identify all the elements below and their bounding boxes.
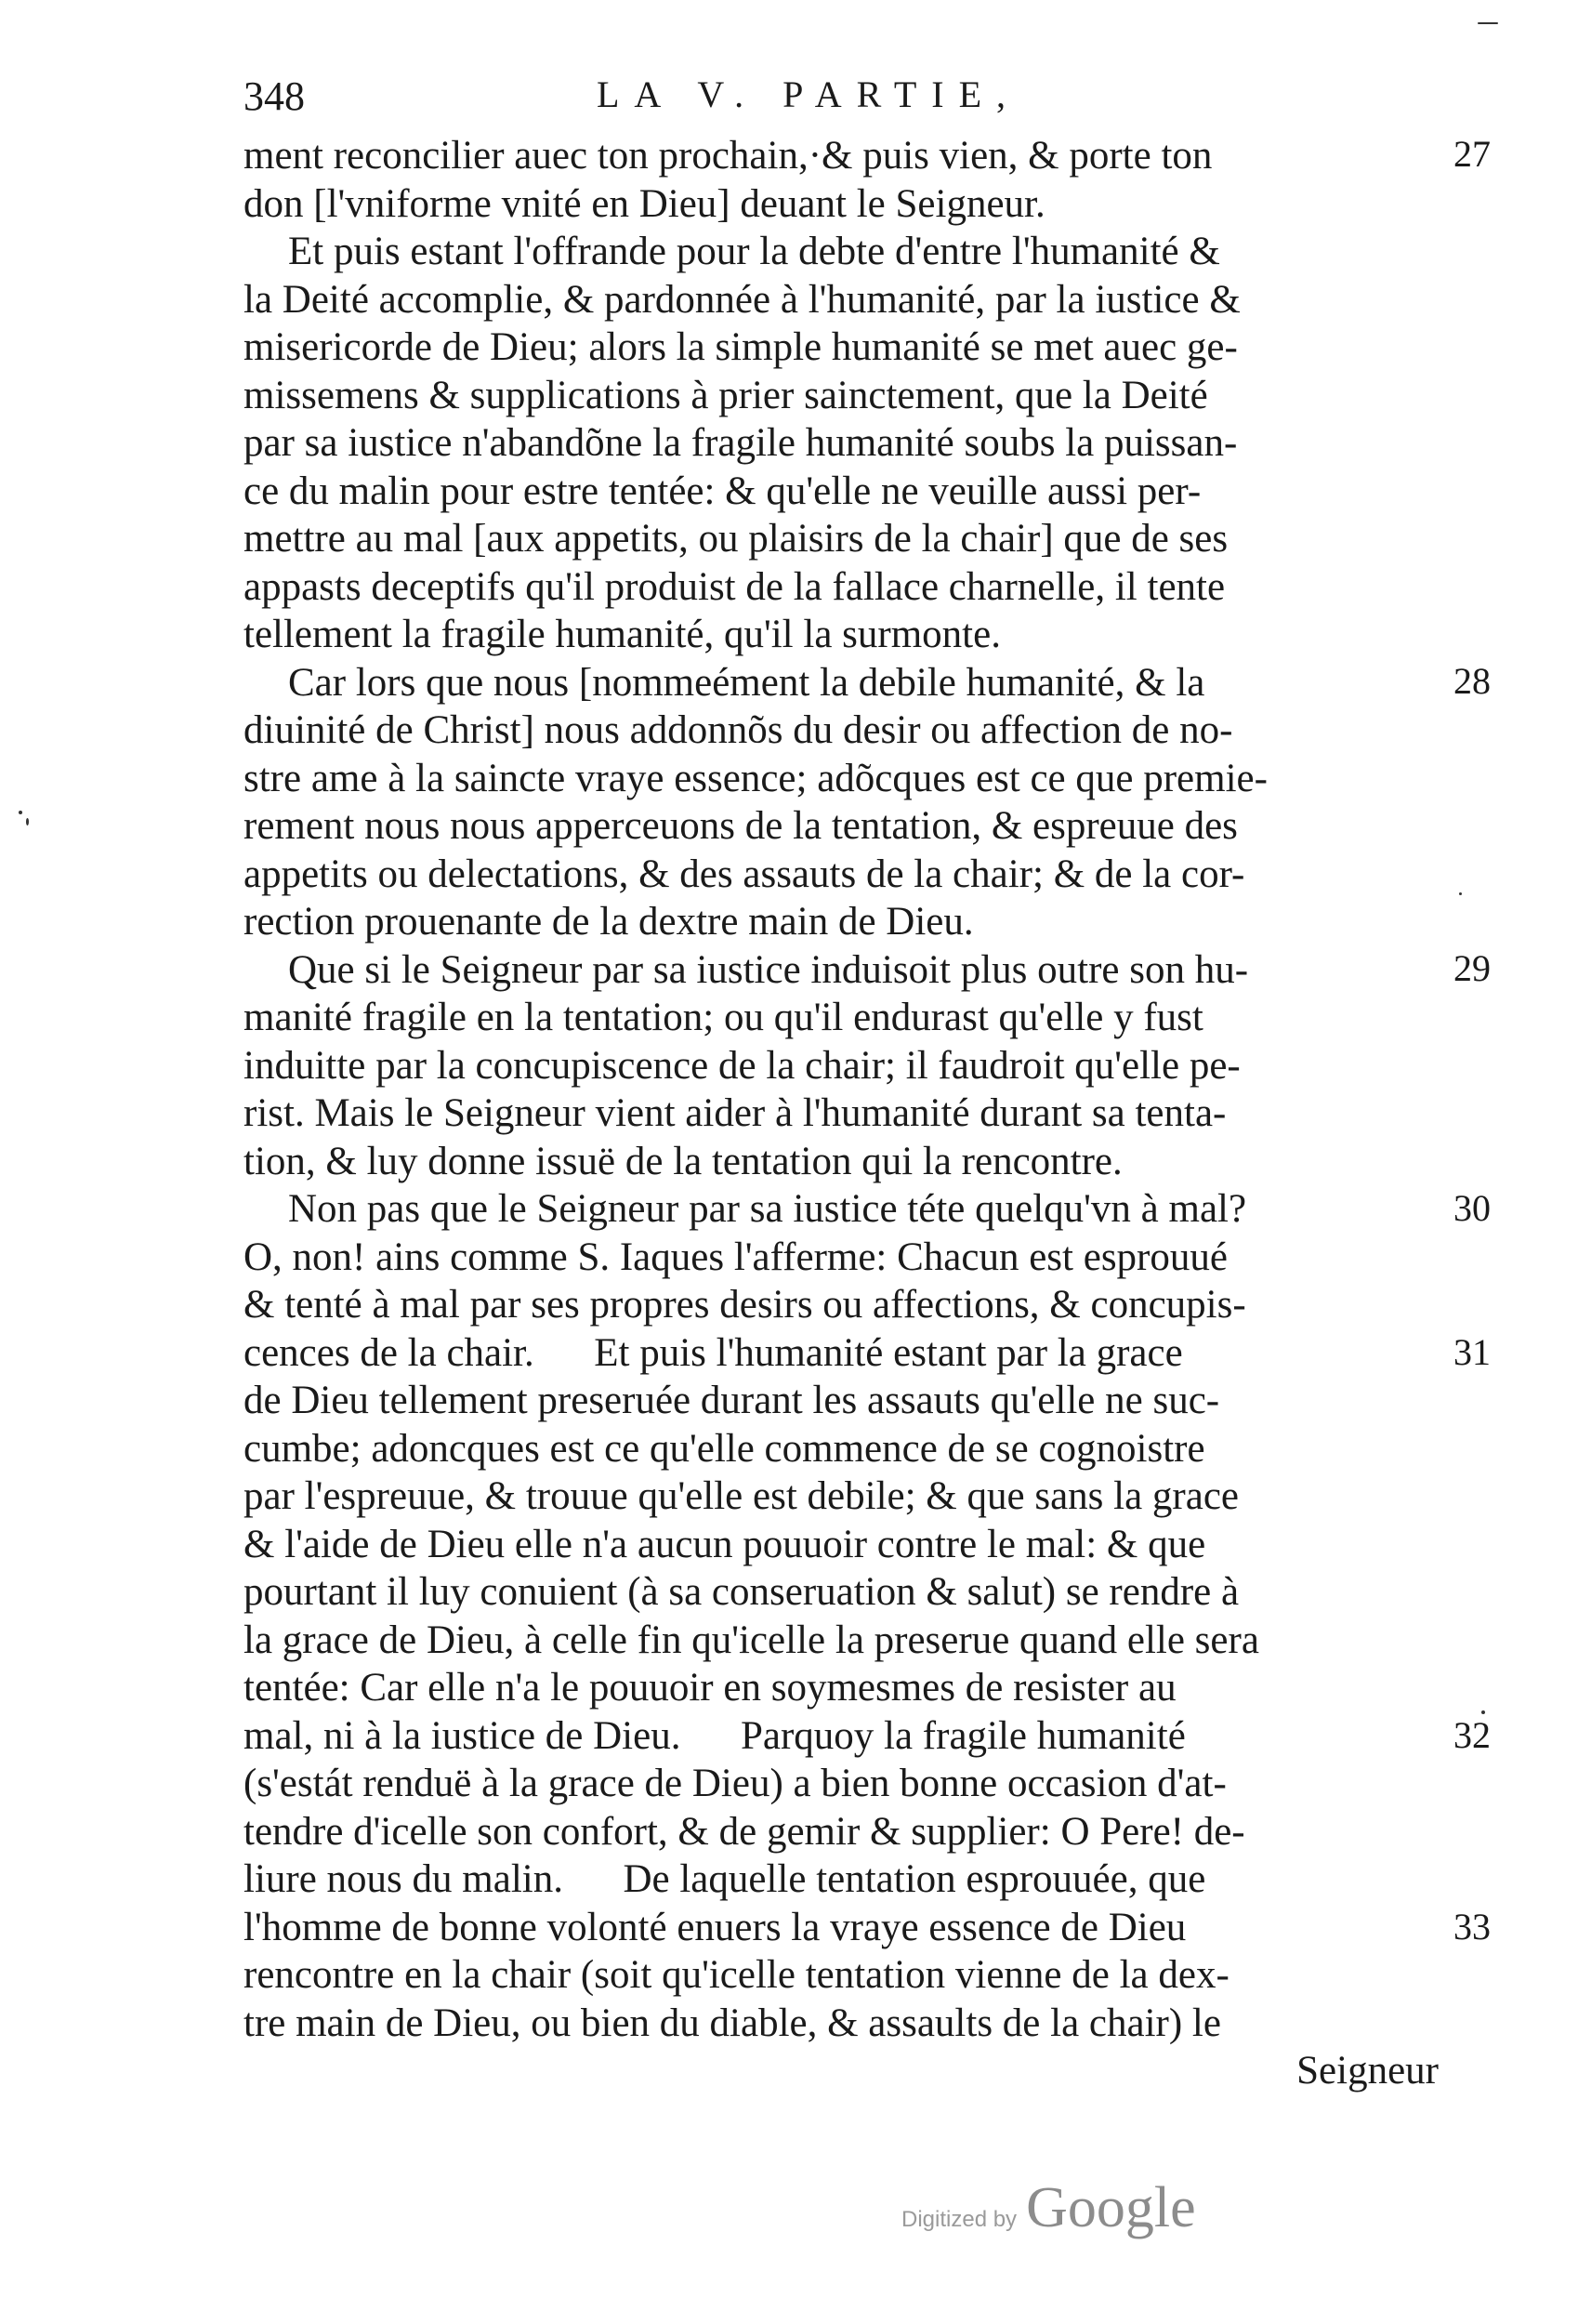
text-line: cences de la chair. Et puis l'humanité estant par la grace (243, 1330, 1183, 1375)
text-line: cumbe; adoncques est ce qu'elle commence de se cognoistre (243, 1426, 1205, 1471)
text-line: & tenté à mal par ses propres desirs ou affections, & concupis- (243, 1283, 1246, 1327)
text-line: tendre d'icelle son confort, & de gemir & supplier: O Pere! de- (243, 1809, 1245, 1854)
text-line: diuinité de Christ] nous addonnõs du desir ou affection de no- (243, 708, 1233, 752)
text-line: rection prouenante de la dextre main de Dieu. (243, 900, 974, 944)
digitized-label: Digitized by (901, 2207, 1018, 2232)
running-head (243, 73, 1442, 132)
text-line: l'homme de bonne volonté enuers la vraye essence de Dieu (243, 1905, 1187, 1949)
text-line: tentée: Car elle n'a le pouuoir en soymesmes de resister au (243, 1666, 1177, 1710)
text-line: & l'aide de Dieu elle n'a aucun pouuoir contre le mal: & que (243, 1522, 1206, 1566)
text-line: rist. Mais le Seigneur vient aider à l'humanité durant sa tenta- (243, 1091, 1227, 1135)
paper-speck (1478, 22, 1498, 24)
text-line: Et puis estant l'offrande pour la debte d'entre l'humanité & (288, 230, 1220, 273)
text-line: la grace de Dieu, à celle fin qu'icelle la preserue quand elle sera (243, 1618, 1259, 1662)
verse-number-31: 31 (1453, 1331, 1491, 1373)
text-line: tion, & luy donne issuë de la tentation qui la rencontre. (243, 1139, 1123, 1183)
catchword: Seigneur (1296, 2049, 1439, 2093)
running-title: LA V. PARTIE, (597, 73, 1021, 115)
paper-speck (26, 818, 29, 825)
text-line: rement nous nous apperceuons de la tentation, & espreuue des (243, 804, 1238, 848)
text-line: Que si le Seigneur par sa iustice induisoit plus outre son hu- (288, 947, 1249, 992)
text-line: mal, ni à la iustice de Dieu. Parquoy la fragile humanité (243, 1713, 1186, 1758)
page-number: 348 (243, 73, 305, 119)
text-line: don [l'vniforme vnité en Dieu] deuant le Seigneur. (243, 181, 1045, 226)
text-line: par sa iustice n'abandõne la fragile humanité soubs la puissan- (243, 421, 1238, 465)
paper-speck (1481, 1710, 1485, 1714)
text-line: stre ame à la saincte vraye essence; adõcques est ce que premie- (243, 756, 1268, 800)
text-line: la Deité accomplie, & pardonnée à l'humanité, par la iustice & (243, 277, 1241, 322)
text-line: induitte par la concupiscence de la chair; il faudroit qu'elle pe- (243, 1043, 1241, 1088)
text-line: pourtant il luy conuient (à sa conseruation & salut) se rendre à (243, 1570, 1240, 1614)
text-line: Non pas que le Seigneur par sa iustice téte quelqu'vn à mal? (288, 1187, 1247, 1231)
body-text (243, 132, 1442, 2095)
google-logo: Google (1026, 2176, 1196, 2239)
verse-number-33: 33 (1453, 1906, 1491, 1948)
text-line: appasts deceptifs qu'il produist de la fallace charnelle, il tente (243, 564, 1226, 609)
text-line: Car lors que nous [nommeément la debile humanité, & la (288, 660, 1205, 705)
catchword-line (243, 2047, 1442, 2095)
text-line: rencontre en la chair (soit qu'icelle tentation vienne de la dex- (243, 1953, 1230, 1997)
text-line: misericorde de Dieu; alors la simple humanité se met auec ge- (243, 325, 1238, 369)
digitized-by-google-watermark (901, 2175, 1236, 2250)
text-line: manité fragile en la tentation; ou qu'il endurast qu'elle y fust (243, 996, 1203, 1039)
text-line: appetits ou delectations, & des assauts de la chair; & de la cor- (243, 852, 1245, 896)
verse-number-28: 28 (1453, 660, 1491, 702)
text-line: mettre au mal [aux appetits, ou plaisirs de la chair] que de ses (243, 517, 1229, 561)
text-line: de Dieu tellement preseruée durant les assauts qu'elle ne suc- (243, 1379, 1220, 1422)
text-line: liure nous du malin. De laquelle tentation esprouuée, que (243, 1857, 1206, 1901)
text-line: ce du malin pour estre tentée: & qu'elle ne veuille aussi per- (243, 469, 1202, 513)
text-line: missemens & supplications à prier sainctement, que la Deité (243, 373, 1208, 417)
verse-number-30: 30 (1453, 1187, 1491, 1229)
text-line: ment reconcilier auec ton prochain,·& puis vien, & porte ton (243, 134, 1213, 178)
text-line: O, non! ains comme S. Iaques l'afferme: Chacun est esprouué (243, 1235, 1228, 1279)
paper-speck (19, 811, 22, 814)
paper-speck (1459, 892, 1462, 895)
text-line: (s'estát renduë à la grace de Dieu) a bien bonne occasion d'at- (243, 1762, 1227, 1805)
text-line: tellement la fragile humanité, qu'il la surmonte. (243, 613, 1001, 656)
text-line: tre main de Dieu, ou bien du diable, & assaults de la chair) le (243, 2000, 1221, 2045)
text-line: par l'espreuue, & trouue qu'elle est debile; & que sans la grace (243, 1474, 1239, 1518)
verse-number-29: 29 (1453, 947, 1491, 989)
verse-number-32: 32 (1453, 1714, 1491, 1756)
verse-number-27: 27 (1453, 133, 1491, 175)
